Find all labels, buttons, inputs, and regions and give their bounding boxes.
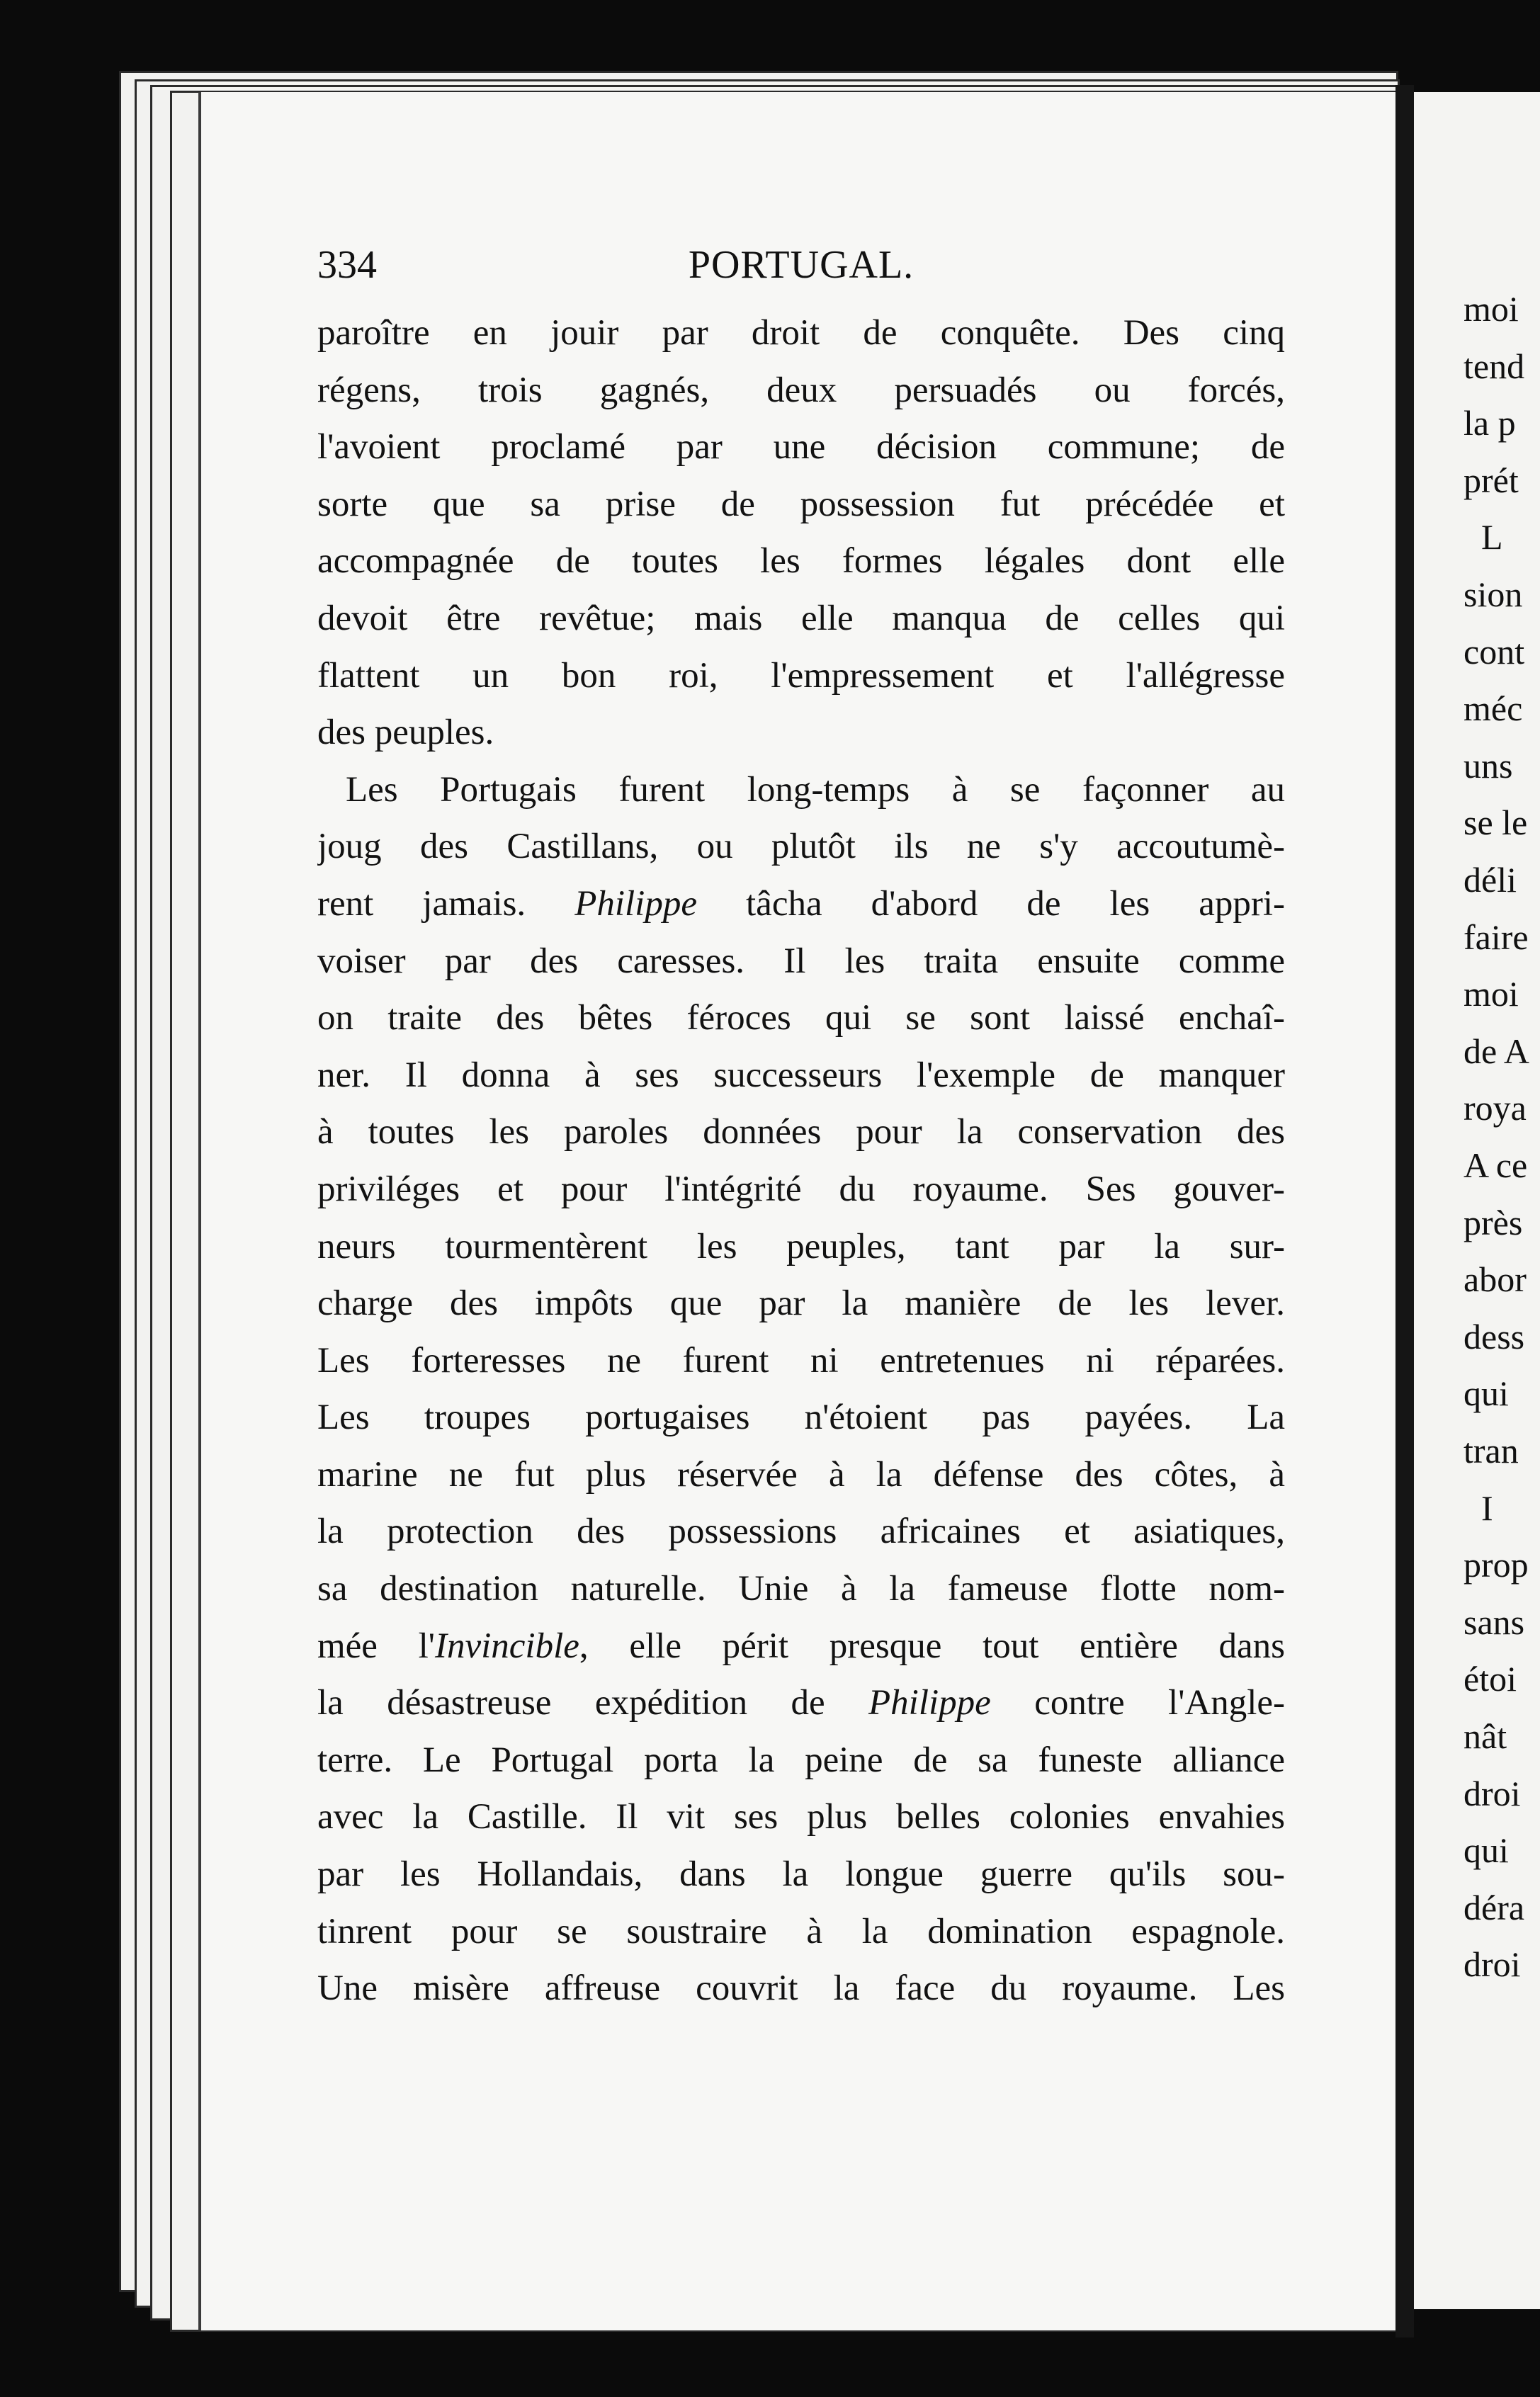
- text-line: flattent un bon roi, l'empressement et l'allégresse: [317, 655, 1285, 696]
- facing-page-line: nât: [1463, 1716, 1507, 1756]
- facing-page-line: dess: [1463, 1316, 1525, 1356]
- facing-page-line: étoi: [1463, 1659, 1517, 1699]
- text-line: joug des Castillans, ou plutôt ils ne s'y accoutumè-: [317, 827, 1285, 867]
- text-line: charge des impôts que par la manière de les lever.: [317, 1284, 1285, 1324]
- facing-page-line: la p: [1463, 403, 1516, 443]
- facing-page-line: uns: [1463, 745, 1513, 786]
- facing-page-line: abor: [1463, 1259, 1527, 1300]
- facing-page-line: qui: [1463, 1373, 1509, 1414]
- text-line: devoit être revêtue; mais elle manqua de celles qui: [317, 598, 1285, 638]
- text-line: sa destination naturelle. Unie à la fameuse flotte nom-: [317, 1569, 1285, 1609]
- text-line: [317, 1618, 1285, 1675]
- running-head: [317, 234, 1285, 305]
- text-line: la protection des possessions africaines et asiatiques,: [317, 1512, 1285, 1552]
- facing-page-line: prop: [1463, 1545, 1529, 1585]
- facing-page: [1414, 92, 1540, 2309]
- facing-page-line: prét: [1463, 460, 1519, 500]
- facing-page-line: sion: [1463, 574, 1523, 614]
- text-line: sorte que sa prise de possession fut précédée et: [317, 484, 1285, 524]
- text-line: avec la Castille. Il vit ses plus belles colonies envahies: [317, 1797, 1285, 1837]
- facing-page-line: cont: [1463, 631, 1525, 672]
- text-line: ner. Il donna à ses successeurs l'exemple de manquer: [317, 1055, 1285, 1095]
- page-text-block: [317, 234, 1285, 2017]
- page-number: 334: [317, 243, 377, 287]
- facing-page-line: tend: [1463, 346, 1525, 386]
- facing-page-line: L: [1481, 517, 1503, 557]
- text-line: voiser par des caresses. Il les traita ensuite comme: [317, 941, 1285, 981]
- text-line: à toutes les paroles données pour la conservation des: [317, 1112, 1285, 1152]
- text-segment: mée l': [317, 1626, 435, 1666]
- text-line: paroître en jouir par droit de conquête. Des cinq: [317, 313, 1285, 353]
- facing-page-line: méc: [1463, 688, 1523, 729]
- facing-page-line: près: [1463, 1202, 1523, 1242]
- facing-page-line: A ce: [1463, 1145, 1528, 1185]
- book-gutter: [1395, 85, 1414, 2338]
- text-line: des peuples.: [317, 713, 494, 753]
- text-line: tinrent pour se soustraire à la domination espagnole.: [317, 1911, 1285, 1951]
- text-line: priviléges et pour l'intégrité du royaume. Ses gouver-: [317, 1169, 1285, 1209]
- running-title: PORTUGAL.: [688, 243, 915, 287]
- text-line: neurs tourmentèrent les peuples, tant par la sur-: [317, 1226, 1285, 1266]
- facing-page-line: moi: [1463, 974, 1519, 1014]
- text-line: l'avoient proclamé par une décision commune; de: [317, 427, 1285, 468]
- facing-page-line: tran: [1463, 1431, 1519, 1470]
- text-line: Les troupes portugaises n'étoient pas payées. La: [317, 1398, 1285, 1438]
- text-segment: tâcha d'abord de les appri-: [697, 883, 1285, 924]
- facing-page-line: de A: [1463, 1031, 1530, 1071]
- facing-page-line: déli: [1463, 860, 1517, 900]
- text-line: régens, trois gagnés, deux persuadés ou forcés,: [317, 370, 1285, 410]
- text-line: terre. Le Portugal porta la peine de sa funeste alliance: [317, 1740, 1285, 1780]
- facing-page-line: sans: [1463, 1602, 1525, 1642]
- facing-page-line: moi: [1463, 289, 1519, 329]
- text-line: [317, 876, 1285, 933]
- text-line: Une misère affreuse couvrit la face du royaume. Les: [317, 1968, 1285, 2009]
- italic-text-segment: Invincible: [435, 1626, 579, 1666]
- facing-page-line: qui: [1463, 1830, 1509, 1871]
- text-line: par les Hollandais, dans la longue guerre qu'ils sou-: [317, 1854, 1285, 1895]
- text-segment: contre l'Angle-: [990, 1683, 1285, 1723]
- italic-text-segment: Philippe: [574, 883, 697, 924]
- text-line: accompagnée de toutes les formes légales dont elle: [317, 541, 1285, 582]
- facing-page-line: faire: [1463, 917, 1529, 957]
- facing-page-line: droi: [1463, 1773, 1521, 1813]
- facing-page-line: I: [1481, 1488, 1493, 1528]
- text-line: Les forteresses ne furent ni entretenues ni réparées.: [317, 1340, 1285, 1381]
- text-line: marine ne fut plus réservée à la défense des côtes, à: [317, 1454, 1285, 1495]
- text-segment: rent jamais.: [317, 883, 575, 924]
- facing-page-line: roya: [1463, 1088, 1527, 1128]
- text-line: [317, 1674, 1285, 1732]
- text-segment: , elle périt presque tout entière dans: [579, 1626, 1285, 1666]
- facing-page-line: déra: [1463, 1887, 1525, 1927]
- facing-page-line: se le: [1463, 803, 1528, 843]
- body-text: [317, 305, 1285, 2017]
- text-segment: la désastreuse expédition de: [317, 1683, 869, 1723]
- italic-text-segment: Philippe: [868, 1683, 991, 1723]
- facing-page-line: droi: [1463, 1944, 1521, 1985]
- text-line: Les Portugais furent long-temps à se façonner au: [346, 769, 1285, 810]
- text-line: on traite des bêtes féroces qui se sont laissé enchaî-: [317, 998, 1285, 1038]
